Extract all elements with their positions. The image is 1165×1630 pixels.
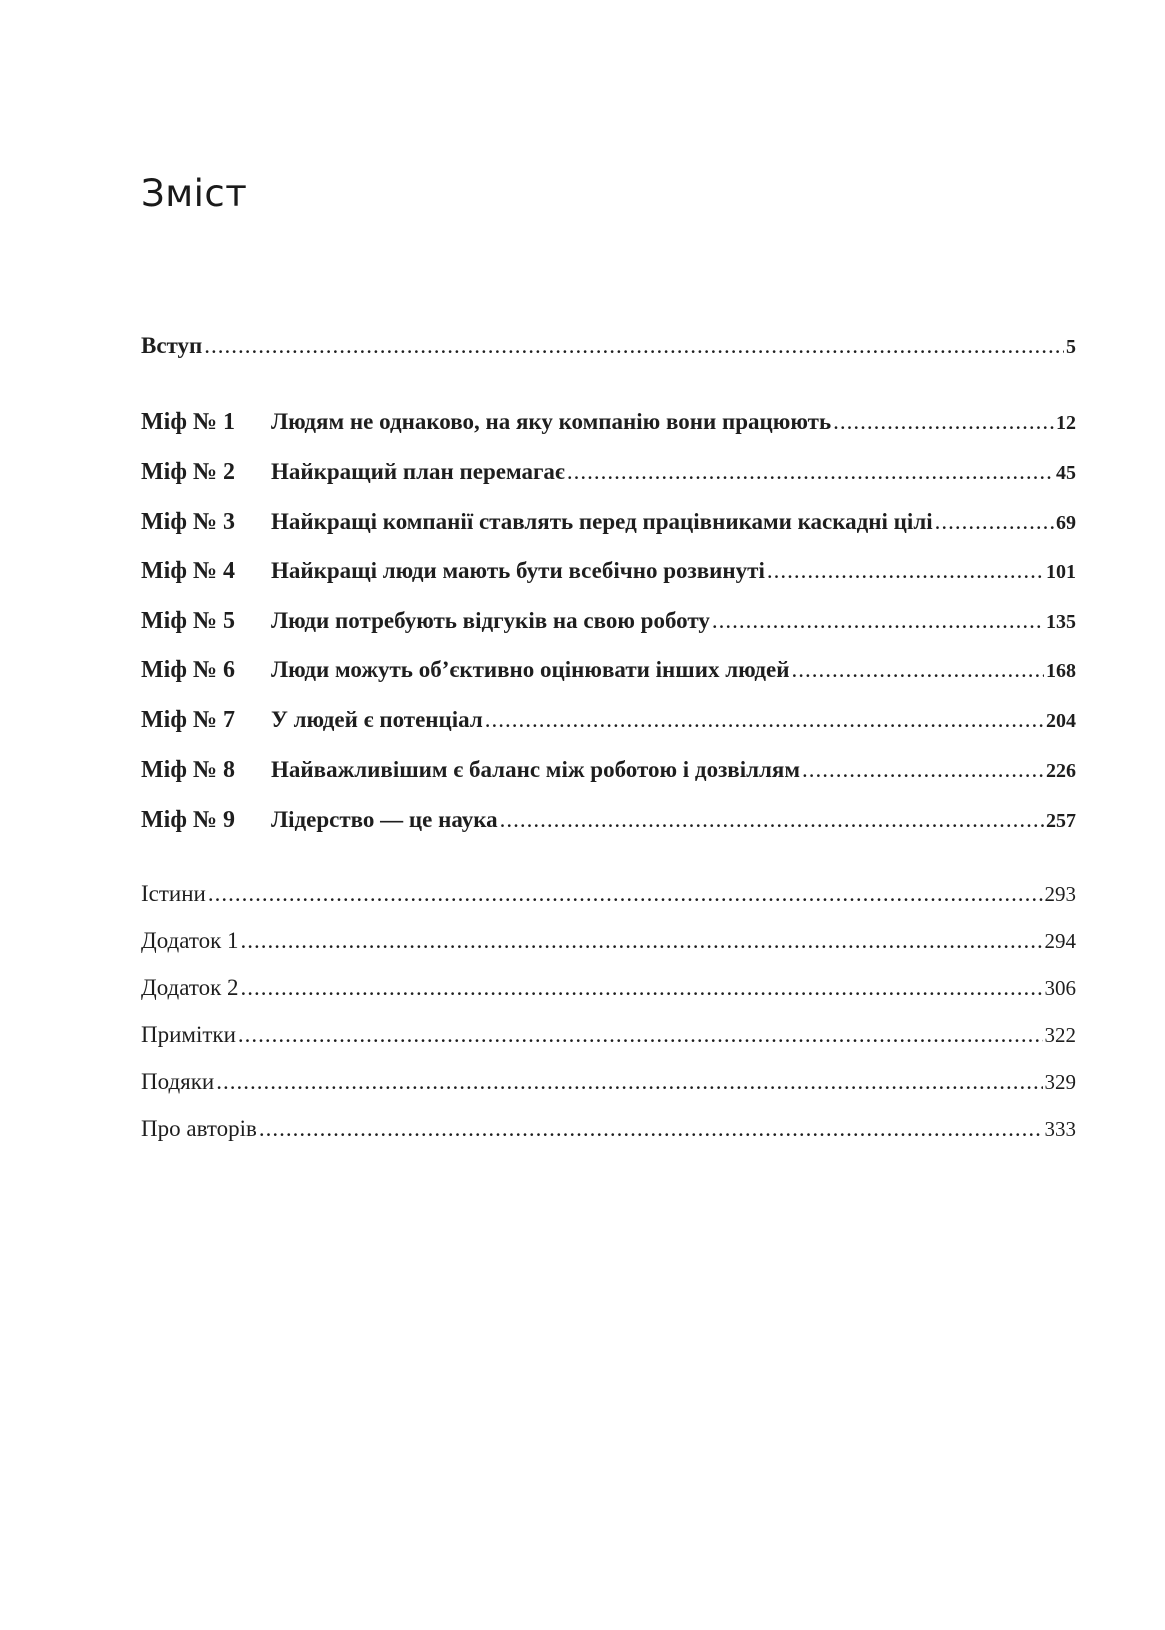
dot-leader <box>204 332 1064 360</box>
toc-entry-label: Примітки <box>141 1022 236 1047</box>
myth-number: Міф № 9 <box>141 807 236 833</box>
toc-page-number: 329 <box>1044 1070 1076 1094</box>
toc-entry-myth-5[interactable] <box>141 607 1076 636</box>
dot-leader <box>238 1021 1043 1049</box>
myth-number: Міф № 3 <box>141 509 236 535</box>
toc-entry-label: Найкращі компанії ставлять перед працівниками каскадні цілі <box>271 509 933 534</box>
myth-number: Міф № 4 <box>141 558 236 584</box>
toc-entry-myth-7[interactable] <box>141 706 1076 735</box>
toc-page-number: 12 <box>1056 412 1076 434</box>
dot-leader <box>712 607 1044 635</box>
myth-number: Міф № 5 <box>141 608 236 634</box>
toc-entry-myth-1[interactable] <box>141 408 1076 437</box>
toc-entry-label: Найважливішим є баланс між роботою і дозвіллям <box>271 757 801 782</box>
dot-leader <box>500 806 1044 834</box>
toc-entry-label: Про авторів <box>141 1116 257 1141</box>
toc-entry-label: Додаток 1 <box>141 928 239 953</box>
toc-page-number: 101 <box>1046 561 1076 583</box>
toc-page-number: 204 <box>1046 710 1076 732</box>
myth-number: Міф № 2 <box>141 459 236 485</box>
toc-entry-label: Люди потребують відгуків на свою роботу <box>271 608 710 633</box>
toc-entry-label: Вступ <box>141 333 203 358</box>
toc-entry-label: Люди можуть об’єктивно оцінювати інших людей <box>271 657 790 682</box>
toc-page-number: 322 <box>1044 1023 1076 1047</box>
toc-entry-intro[interactable] <box>141 332 1076 361</box>
toc-entry-label: У людей є потенціал <box>271 707 483 732</box>
toc-entry-appendix-2[interactable] <box>141 974 1076 1002</box>
dot-leader <box>259 1115 1043 1143</box>
toc-entry-label: Додаток 2 <box>141 975 239 1000</box>
dot-leader <box>241 927 1043 955</box>
toc-page-number: 294 <box>1044 929 1076 953</box>
toc-page-number: 5 <box>1066 336 1076 358</box>
dot-leader <box>833 408 1054 436</box>
dot-leader <box>241 974 1043 1002</box>
dot-leader <box>216 1068 1042 1096</box>
toc-entry-notes[interactable] <box>141 1021 1076 1049</box>
dot-leader <box>567 458 1054 486</box>
dot-leader <box>791 656 1044 684</box>
toc-entry-label: Подяки <box>141 1069 215 1094</box>
toc-page-number: 293 <box>1044 882 1076 906</box>
toc-page-number: 226 <box>1046 760 1076 782</box>
toc-entry-myth-6[interactable] <box>141 656 1076 685</box>
toc-entry-about-authors[interactable] <box>141 1115 1076 1143</box>
toc-entry-myth-2[interactable] <box>141 458 1076 487</box>
toc-page-number: 45 <box>1056 462 1076 484</box>
myth-number: Міф № 7 <box>141 707 236 733</box>
toc-page-number: 306 <box>1044 976 1076 1000</box>
dot-leader <box>802 756 1044 784</box>
toc-entry-myth-9[interactable] <box>141 806 1076 835</box>
toc-entry-label: Людям не однаково, на яку компанію вони працюють <box>271 409 832 434</box>
toc-entry-label: Найкращі люди мають бути всебічно розвинуті <box>271 558 765 583</box>
toc-page-number: 135 <box>1046 611 1076 633</box>
toc-entry-myth-3[interactable] <box>141 508 1076 537</box>
page-title: Зміст <box>141 172 248 215</box>
myth-number: Міф № 1 <box>141 409 236 435</box>
toc-page-number: 168 <box>1046 660 1076 682</box>
dot-leader <box>485 706 1044 734</box>
toc-entry-myth-4[interactable] <box>141 557 1076 586</box>
myth-number: Міф № 6 <box>141 657 236 683</box>
dot-leader <box>767 557 1044 585</box>
toc-entry-label: Істини <box>141 881 206 906</box>
toc-page-number: 333 <box>1044 1117 1076 1141</box>
toc-entry-label: Лідерство — це наука <box>271 807 498 832</box>
toc-entry-myth-8[interactable] <box>141 756 1076 785</box>
toc-entry-label: Найкращий план перемагає <box>271 459 565 484</box>
toc-entry-acknowledgements[interactable] <box>141 1068 1076 1096</box>
dot-leader <box>935 508 1054 536</box>
toc-entry-truths[interactable] <box>141 880 1076 908</box>
myth-number: Міф № 8 <box>141 757 236 783</box>
toc-entry-appendix-1[interactable] <box>141 927 1076 955</box>
toc-page-number: 257 <box>1046 810 1076 832</box>
toc-page-number: 69 <box>1056 512 1076 534</box>
dot-leader <box>208 880 1043 908</box>
